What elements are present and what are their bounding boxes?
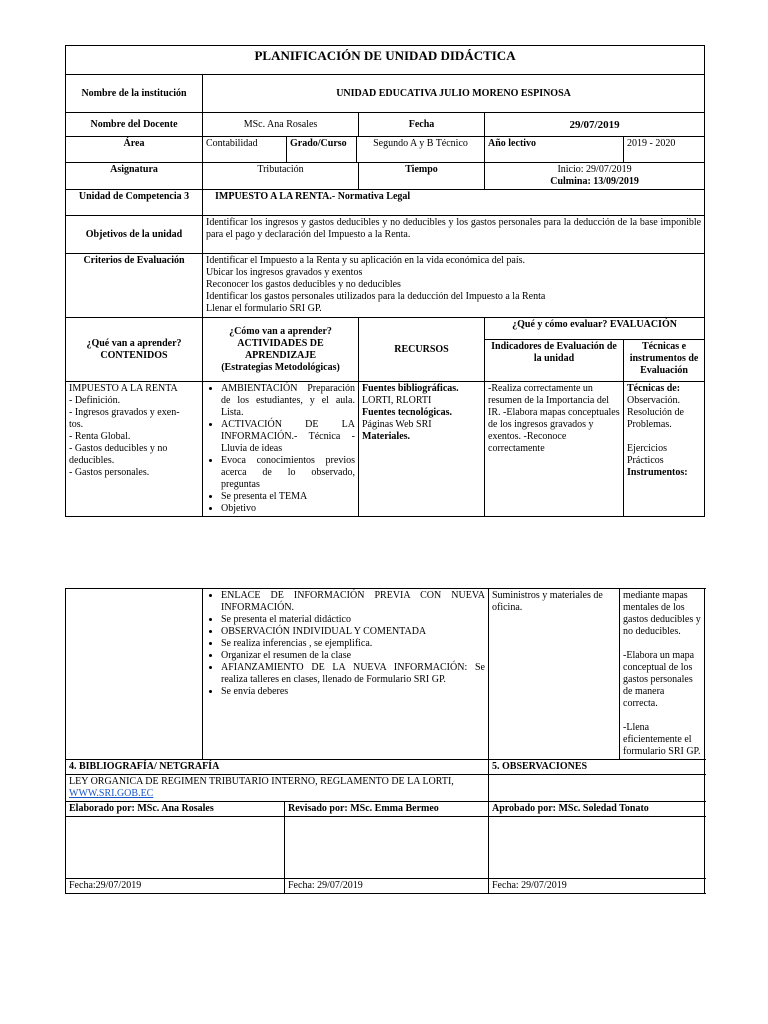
contents-cell-cont	[66, 589, 203, 760]
activity-item: • Se presenta el material didáctico	[221, 614, 485, 626]
time-label: Tiempo	[359, 163, 485, 190]
date-label: Fecha	[359, 113, 485, 137]
approved-by: Aprobado por: MSc. Soledad Tonato	[489, 802, 705, 817]
bibliography-text: LEY ORGANICA DE REGIMEN TRIBUTARIO INTERNO, REGLAMENTO DE LA LORTI,	[69, 776, 454, 787]
made-date: Fecha:29/07/2019	[66, 879, 285, 894]
subject-label: Asignatura	[66, 163, 203, 190]
instruments-label: Instrumentos:	[627, 467, 688, 478]
observations-label: 5. OBSERVACIONES	[489, 760, 705, 775]
teacher-name: MSc. Ana Rosales	[203, 113, 359, 137]
criterion-item: Identificar los gastos personales utilizados para la deducción del Impuesto a la Renta	[206, 291, 546, 302]
grade-value: Segundo A y B Técnico	[357, 137, 485, 163]
activities-header	[203, 318, 359, 382]
technique-item: Resolución de Problemas.	[627, 407, 684, 430]
activity-item: • AFIANZAMIENTO DE LA NUEVA INFORMACIÓN: Se realiza talleres en clases, llenado de Formulario SRI GP.	[221, 662, 485, 686]
year-value: 2019 - 2020	[624, 137, 705, 163]
activities-cell-cont	[203, 589, 489, 760]
made-by: Elaborado por: MSc. Ana Rosales	[66, 802, 285, 817]
technique-item: Observación.	[627, 395, 681, 406]
activity-item: • Organizar el resumen de la clase	[221, 650, 485, 662]
criterion-item: Llenar el formulario SRI GP.	[206, 303, 322, 314]
content-item: - Definición.	[69, 395, 121, 406]
resources-cell-cont: Suministros y materiales de oficina.	[489, 589, 620, 760]
evaluation-header: ¿Qué y cómo evaluar? EVALUACIÓN	[485, 318, 705, 340]
activity-item: • Evoca conocimientos previos acerca de lo observado, preguntas	[221, 455, 355, 491]
techniques-label: Técnicas de:	[627, 383, 681, 394]
indicator-item: mediante mapas mentales de los gastos deducibles y no deducibles.	[623, 590, 701, 637]
indicator-spacer	[623, 638, 701, 650]
content-item: IMPUESTO A LA RENTA	[69, 383, 178, 394]
criterion-item: Reconocer los gastos deducibles y no deducibles	[206, 279, 401, 290]
contents-title: CONTENIDOS	[100, 349, 168, 361]
reviewed-signature-box	[285, 817, 489, 879]
indicator-item: -Llena eficientemente el formulario SRI GP.	[623, 722, 701, 757]
planning-table-page-1	[65, 45, 705, 517]
indicators-cell-cont	[620, 589, 705, 760]
content-item: deducibles.	[69, 455, 115, 466]
activities-subtitle: (Estrategias Metodológicas)	[221, 361, 340, 373]
objectives-value: Identificar los ingresos y gastos deducibles y no deducibles y los gastos personales para la deducción de la base imponible para el pago y declaración del Impuesto a la Renta.	[203, 216, 705, 254]
area-label: Área	[66, 137, 203, 163]
approved-date: Fecha: 29/07/2019	[489, 879, 705, 894]
objectives-label: Objetivos de la unidad	[66, 216, 203, 254]
made-signature-box	[66, 817, 285, 879]
activities-cell	[203, 382, 359, 517]
activities-title: ACTIVIDADES DE APRENDIZAJE	[237, 337, 324, 361]
indicators-cell: -Realiza correctamente un resumen de la Importancia del IR. -Elabora mapas conceptuales de los ingresos gravados y exentos. -Reconoce correctamente	[485, 382, 624, 517]
planning-table-page-2	[65, 588, 705, 894]
resources-header: RECURSOS	[359, 318, 485, 382]
content-item: - Gastos personales.	[69, 467, 150, 478]
area-value: Contabilidad	[203, 137, 287, 163]
content-item: - Ingresos gravados y exen-	[69, 407, 180, 418]
competence-label: Unidad de Competencia 3	[66, 190, 203, 216]
reviewed-by: Revisado por: MSc. Emma Bermeo	[285, 802, 489, 817]
approved-signature-box	[489, 817, 705, 879]
activity-item: • ENLACE DE INFORMACIÓN PREVIA CON NUEVA INFORMACIÓN.	[221, 590, 485, 614]
document-title: PLANIFICACIÓN DE UNIDAD DIDÁCTICA	[66, 46, 705, 75]
resources-cell	[359, 382, 485, 517]
tech-sources-label: Fuentes tecnológicas.	[362, 407, 452, 418]
activities-question: ¿Cómo van a aprender?	[229, 325, 332, 337]
subject-value: Tributación	[203, 163, 359, 190]
date-value: 29/07/2019	[485, 113, 705, 137]
end-date: Culmina: 13/09/2019	[550, 176, 639, 187]
time-value	[485, 163, 705, 190]
content-item: - Gastos deducibles y no	[69, 443, 168, 454]
criteria-label: Criterios de Evaluación	[66, 254, 203, 318]
techniques-cell	[624, 382, 705, 517]
criterion-item: Identificar el Impuesto a la Renta y su aplicación en la vida económica del país.	[206, 255, 526, 266]
contents-question: ¿Qué van a aprender?	[86, 337, 182, 349]
technique-spacer	[627, 431, 701, 443]
contents-cell	[66, 382, 203, 517]
activity-item: • Objetivo	[221, 503, 355, 515]
institution-label: Nombre de la institución	[66, 75, 203, 113]
content-item: - Renta Global.	[69, 431, 131, 442]
contents-header	[66, 318, 203, 382]
indicator-spacer	[623, 710, 701, 722]
techniques-header: Técnicas e instrumentos de Evaluación	[624, 340, 705, 382]
teacher-label: Nombre del Docente	[66, 113, 203, 137]
criteria-list	[203, 254, 705, 318]
reviewed-date: Fecha: 29/07/2019	[285, 879, 489, 894]
materials-label: Materiales.	[362, 431, 411, 442]
grade-label: Grado/Curso	[287, 137, 357, 163]
competence-value: IMPUESTO A LA RENTA.- Normativa Legal	[203, 190, 705, 216]
indicators-header: Indicadores de Evaluación de la unidad	[485, 340, 624, 382]
activity-item: • OBSERVACIÓN INDIVIDUAL Y COMENTADA	[221, 626, 485, 638]
activity-item: • Se realiza inferencias , se ejemplifica.	[221, 638, 485, 650]
criterion-item: Ubicar los ingresos gravados y exentos	[206, 267, 363, 278]
bibliography-label: 4. BIBLIOGRAFÍA/ NETGRAFÍA	[66, 760, 489, 775]
biblio-sources-label: Fuentes bibliográficas.	[362, 383, 459, 394]
indicator-item: -Elabora un mapa conceptual de los gastos personales de manera correcta.	[623, 650, 695, 709]
year-label: Año lectivo	[485, 137, 624, 163]
biblio-sources: LORTI, RLORTI	[362, 395, 432, 406]
observations-cell	[489, 775, 705, 802]
sri-link[interactable]: WWW.SRI.GOB.EC	[69, 788, 154, 799]
institution-name: UNIDAD EDUCATIVA JULIO MORENO ESPINOSA	[203, 75, 705, 113]
content-item: tos.	[69, 419, 84, 430]
tech-sources: Páginas Web SRI	[362, 419, 432, 430]
activity-item: • Se envía deberes	[221, 686, 485, 698]
activity-item: • Se presenta el TEMA	[221, 491, 355, 503]
activity-item: • ACTIVACIÓN DE LA INFORMACIÓN.- Técnica -Lluvia de ideas	[221, 419, 355, 455]
start-date: Inicio: 29/07/2019	[557, 164, 632, 175]
activity-item: • AMBIENTACIÓN Preparación de los estudiantes, y el aula. Lista.	[221, 383, 355, 419]
technique-item: Ejercicios Prácticos	[627, 443, 667, 466]
bibliography-cell	[66, 775, 489, 802]
